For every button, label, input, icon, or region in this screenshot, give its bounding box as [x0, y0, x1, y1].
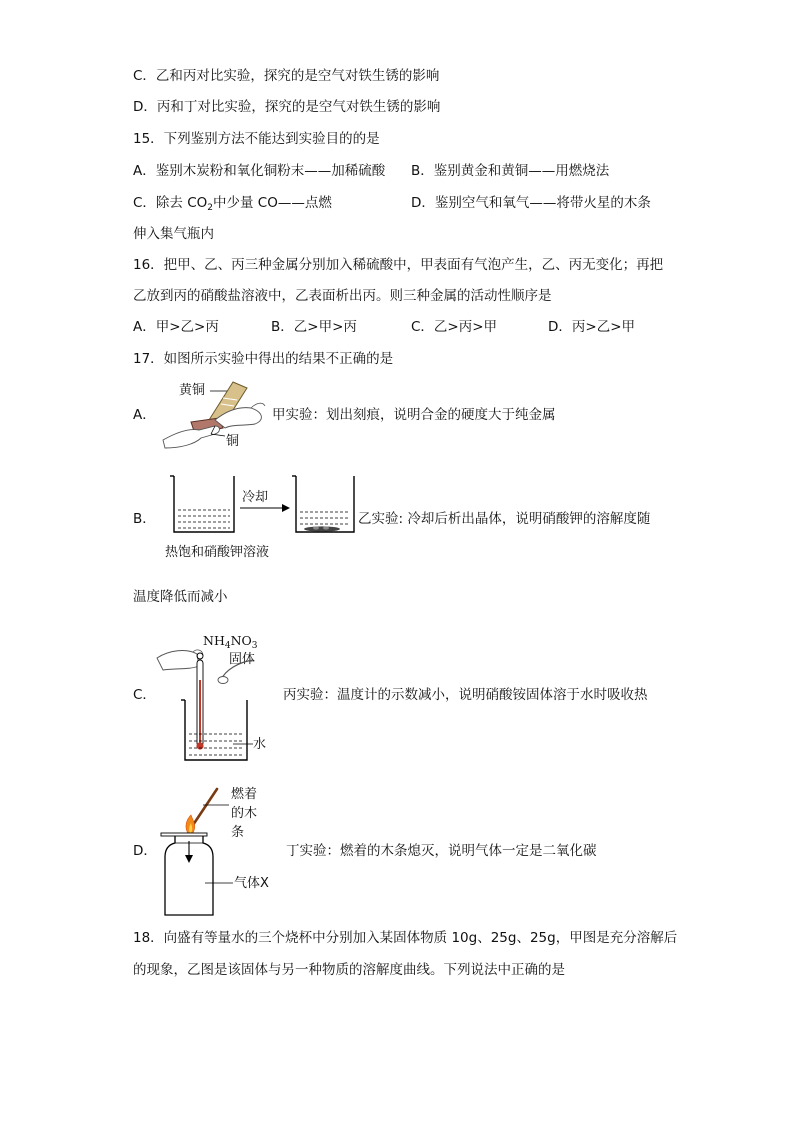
q14-option-c: C．乙和丙对比实验，探究的是空气对铁生锈的影响 [133, 68, 440, 84]
q15-option-a: A．鉴别木炭粉和氧化铜粉末——加稀硫酸 [133, 163, 386, 179]
reagent-text-1: NH [203, 633, 225, 648]
gas-jar-illustration [155, 783, 245, 919]
q15-option-b: B．鉴别黄金和黄铜——用燃烧法 [411, 163, 610, 179]
burning-stick-label-2: 的木 [231, 806, 258, 821]
q17-option-b-letter: B． [133, 511, 156, 527]
burning-stick-label-1: 燃着 [231, 787, 258, 802]
q16-option-d: D．丙>乙>甲 [548, 319, 636, 335]
scratch-experiment-illustration [155, 378, 270, 456]
q16-stem-line1: 16．把甲、乙、丙三种金属分别加入稀硫酸中，甲表面有气泡产生，乙、丙无变化；再把 [133, 257, 664, 273]
water-label: 水 [253, 737, 267, 752]
q16-stem-line2: 乙放到丙的硝酸盐溶液中，乙表面析出丙。则三种金属的活动性顺序是 [133, 288, 552, 304]
q17-option-d-text: 丁实验：燃着的木条熄灭，说明气体一定是二氧化碳 [286, 843, 597, 859]
brass-label: 黄铜 [179, 383, 206, 398]
q15-option-c-subscript: 2 [207, 203, 214, 213]
q14-option-d: D．丙和丁对比实验，探究的是空气对铁生锈的影响 [133, 99, 441, 115]
reagent-subscript-2: 3 [251, 641, 258, 651]
solid-label: 固体 [229, 652, 256, 667]
q15-option-d: D．鉴别空气和氧气——将带火星的木条 [411, 195, 651, 211]
q15-option-c-text: C．除去 CO [133, 195, 208, 211]
reagent-text-2: NO [230, 633, 252, 648]
q17-option-b-text: 乙实验: 冷却后析出晶体，说明硝酸钾的溶解度随 [358, 511, 651, 527]
copper-label: 铜 [226, 434, 240, 449]
q17-option-c-letter: C． [133, 687, 156, 703]
q15-option-c-text-2: 中少量 CO——点燃 [213, 195, 332, 211]
q18-stem-line1: 18．向盛有等量水的三个烧杯中分别加入某固体物质 10g、25g、25g，甲图是充分溶解后 [133, 930, 678, 946]
q17-option-a-letter: A． [133, 407, 156, 423]
thermometer-dissolution-illustration [153, 640, 263, 764]
q16-option-c: C．乙>丙>甲 [411, 319, 498, 335]
reagent-subscript-1: 4 [224, 641, 231, 651]
hot-saturated-solution-label: 热饱和硝酸钾溶液 [165, 545, 270, 560]
cooling-arrow-label: 冷却 [242, 490, 269, 505]
q15-option-c [133, 194, 332, 217]
q18-stem-line2: 的现象，乙图是该固体与另一种物质的溶解度曲线。下列说法中正确的是 [133, 962, 565, 978]
q17-option-d-letter: D． [133, 843, 157, 859]
q15-stem: 15．下列鉴别方法不能达到实验目的的是 [133, 131, 380, 147]
q17-option-b-text-cont: 温度降低而减小 [133, 589, 228, 605]
q16-option-b: B．乙>甲>丙 [271, 319, 357, 335]
q16-option-a: A．甲>乙>丙 [133, 319, 219, 335]
q17-option-c-text: 丙实验：温度计的示数减小，说明硝酸铵固体溶于水时吸收热 [283, 687, 648, 703]
burning-stick-label-3: 条 [231, 825, 245, 840]
gas-x-label: 气体X [234, 876, 269, 891]
q15-option-d-cont: 伸入集气瓶内 [133, 226, 214, 242]
q17-option-a-text: 甲实验：划出刻痕，说明合金的硬度大于纯金属 [272, 407, 556, 423]
q17-stem: 17．如图所示实验中得出的结果不正确的是 [133, 351, 394, 367]
